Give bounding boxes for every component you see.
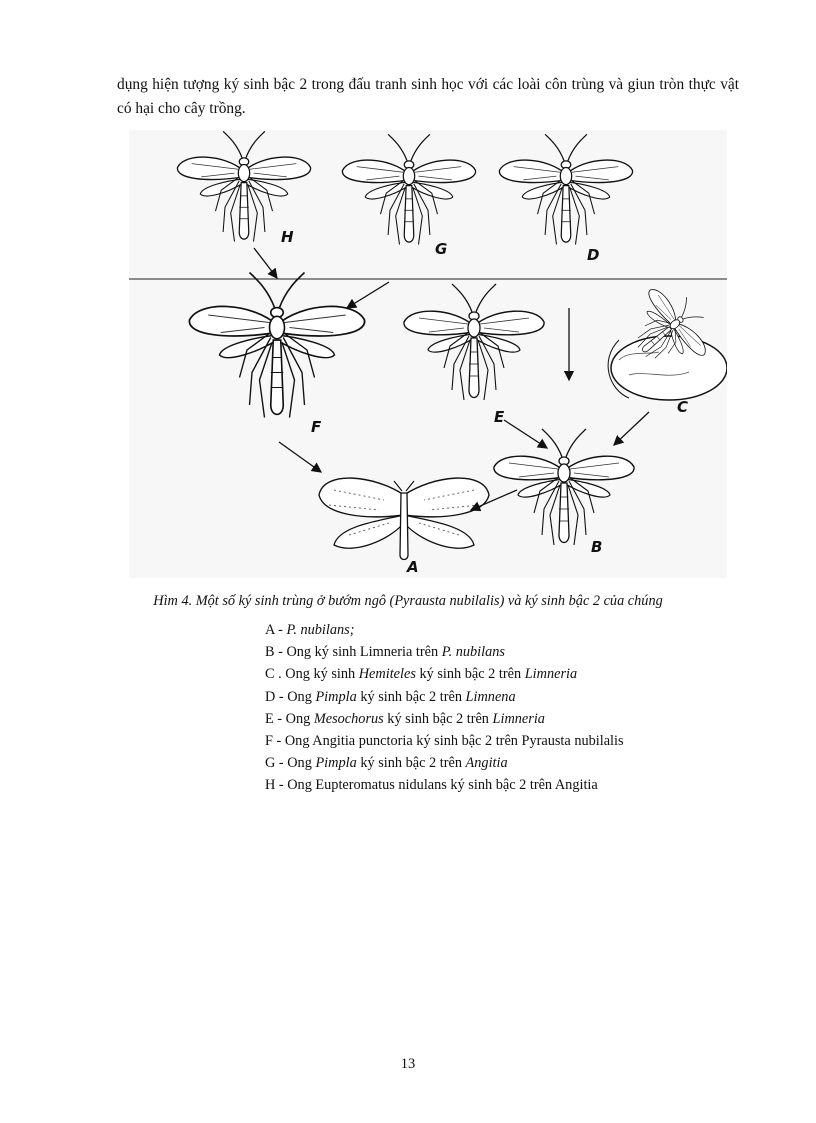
figure-label-g: G: [435, 240, 448, 258]
figure-label-d: D: [587, 246, 600, 264]
legend-item: D - Ong Pimpla ký sinh bậc 2 trên Limnena: [265, 688, 516, 705]
figure-label-a: A: [407, 558, 419, 576]
page-number: 13: [400, 1056, 416, 1072]
figure-label-f: F: [311, 418, 322, 436]
figure-label-h: H: [281, 228, 294, 246]
figure-label-b: B: [591, 538, 603, 556]
legend-item: A - P. nubilans;: [265, 622, 355, 638]
body-paragraph: dụng hiện tượng ký sinh bậc 2 trong đấu tranh sinh học với các loài côn trùng và giun tròn thực vật có hại cho cây trồng.: [117, 76, 739, 117]
legend-item: B - Ong ký sinh Limneria trên P. nubilans: [265, 644, 505, 661]
figure-caption: Hìm 4. Một số ký sinh trùng ở bướm ngô (Pyrausta nubilalis) và ký sinh bậc 2 của chúng: [153, 593, 663, 609]
legend-item: H - Ong Eupteromatus nidulans ký sinh bậc 2 trên Angitia: [265, 777, 598, 794]
legend-item: C . Ong ký sinh Hemiteles ký sinh bậc 2 trên Limneria: [265, 666, 578, 683]
legend-item: G - Ong Pimpla ký sinh bậc 2 trên Angitia: [265, 755, 508, 772]
figure-label-e: E: [494, 408, 505, 426]
figure-label-c: C: [677, 398, 689, 416]
legend-item: E - Ong Mesochorus ký sinh bậc 2 trên Limneria: [265, 710, 545, 727]
parasite-illustration: [129, 130, 727, 578]
legend-item: F - Ong Angitia punctoria ký sinh bậc 2 trên Pyrausta nubilalis: [265, 733, 624, 750]
figure-legend: [265, 619, 624, 797]
